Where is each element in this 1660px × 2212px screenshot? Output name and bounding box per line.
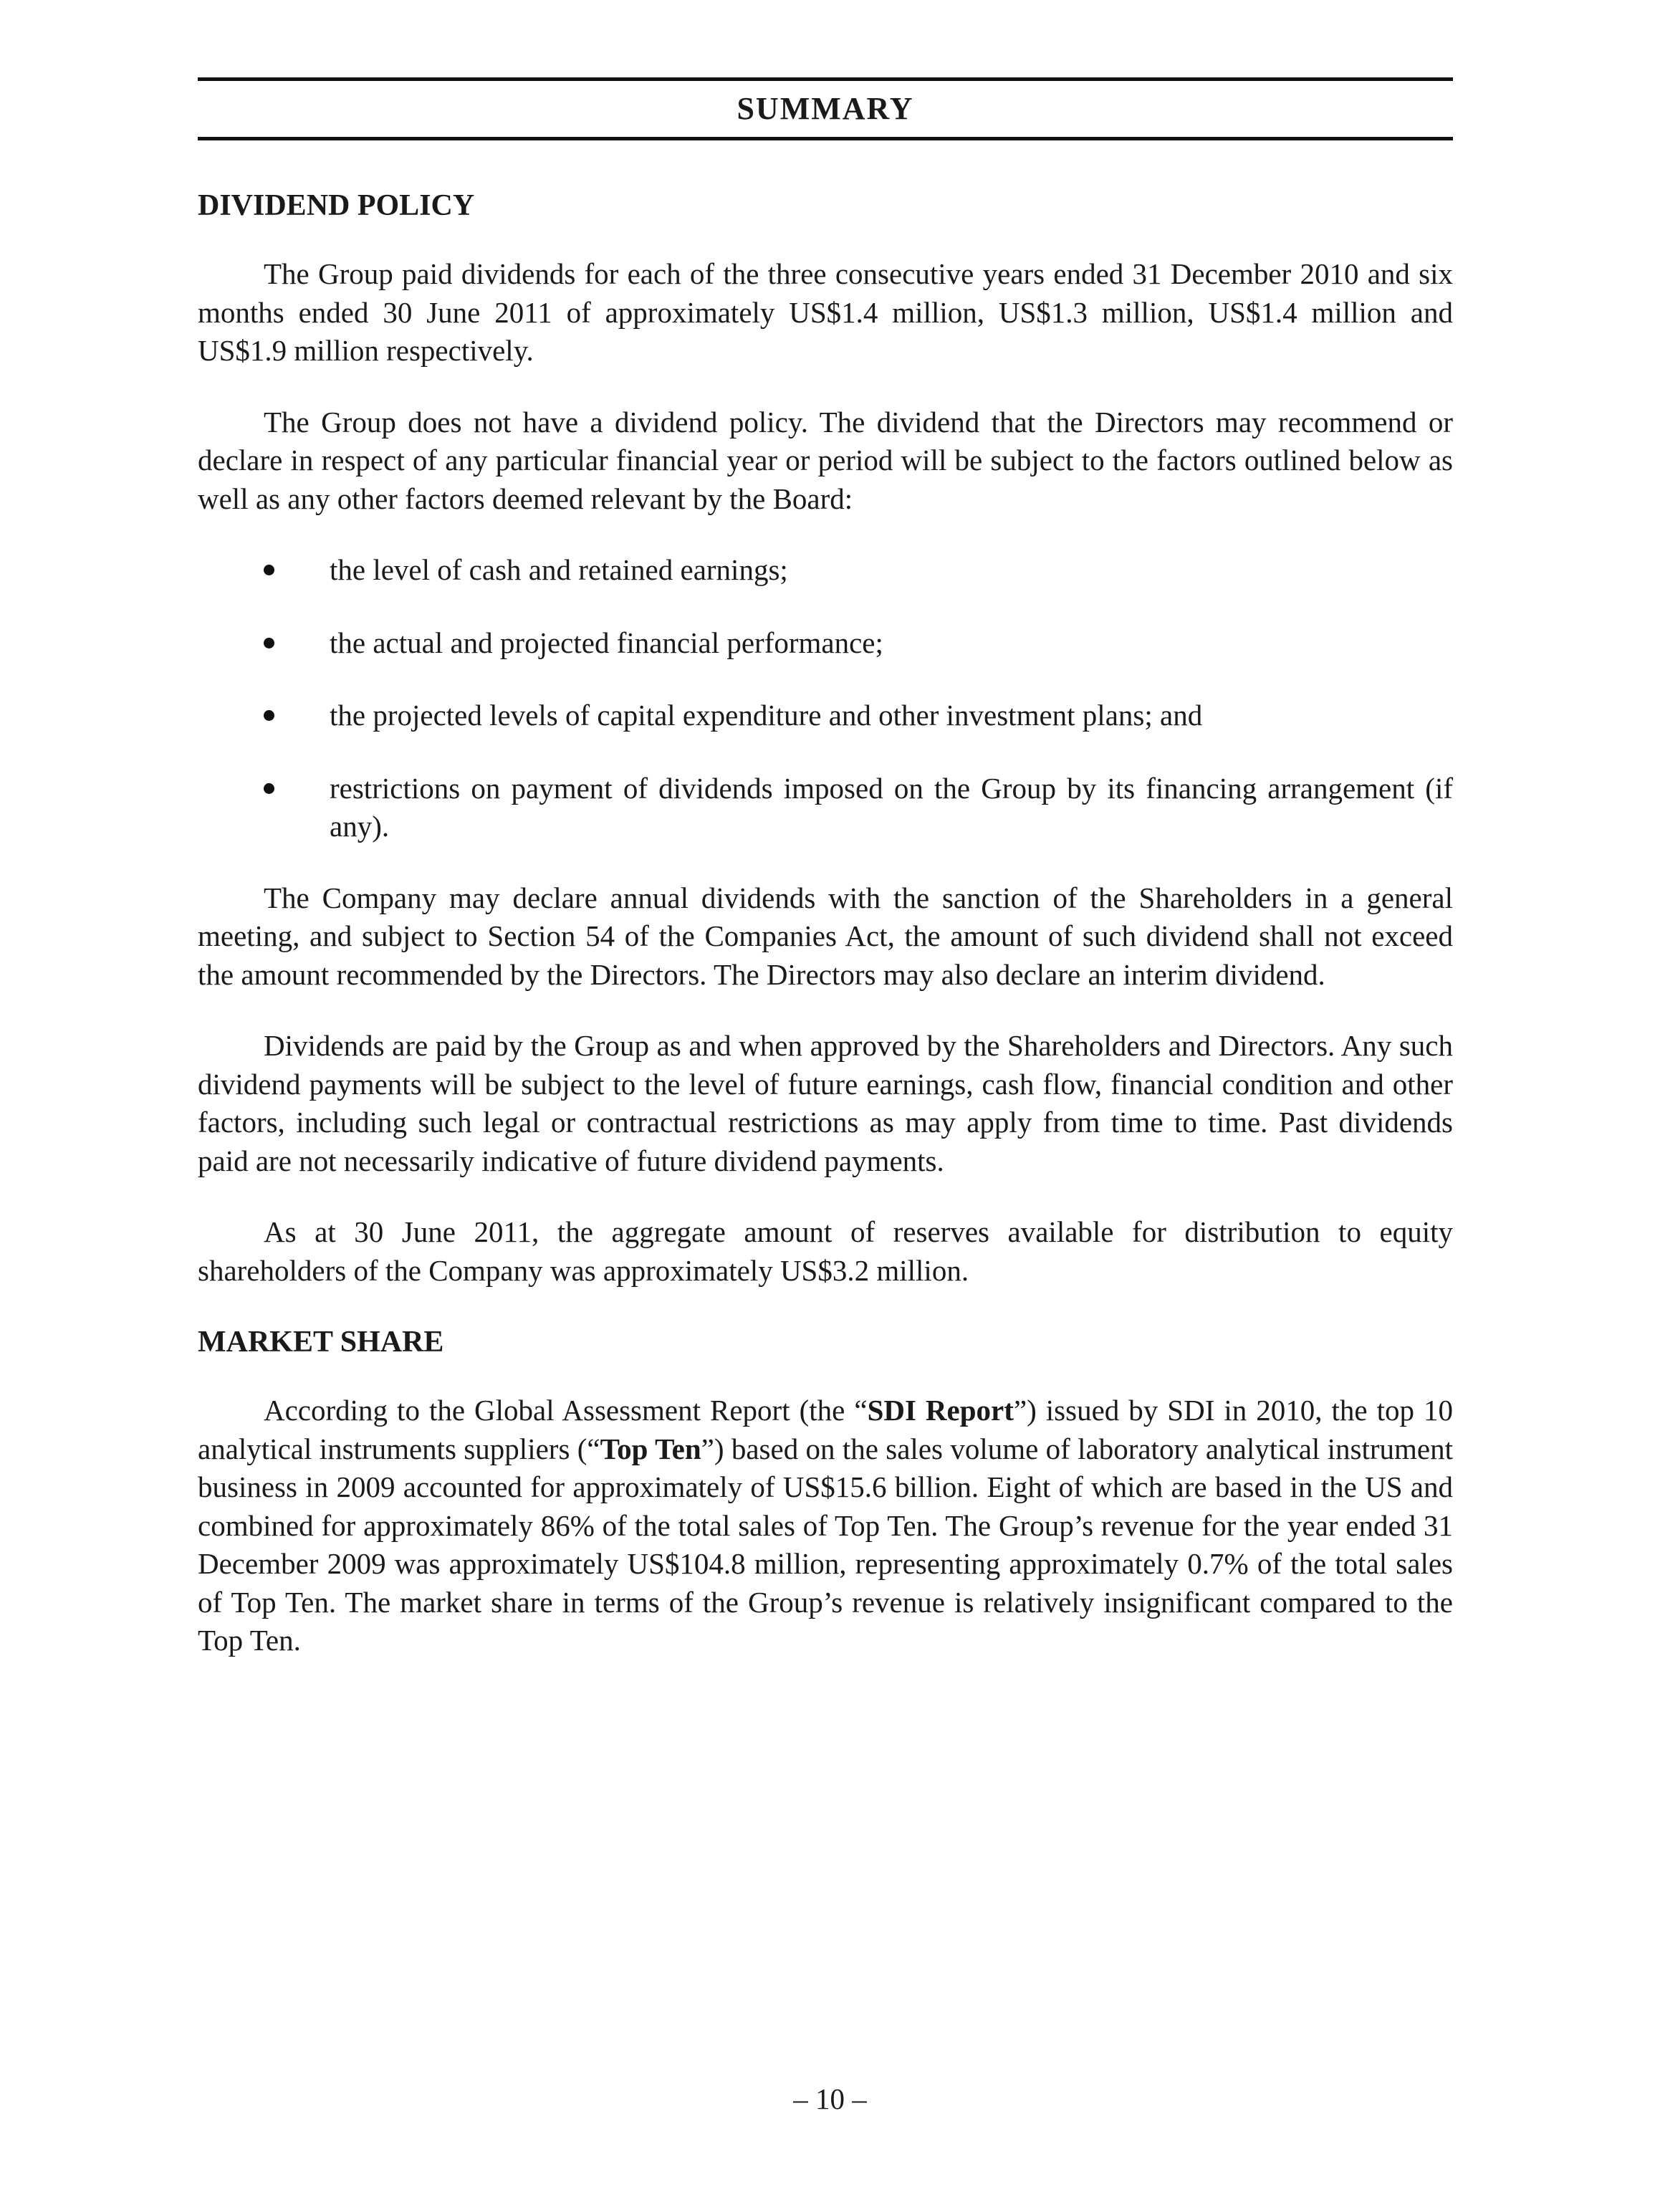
dividend-paragraph-3: The Company may declare annual dividends with the sanction of the Shareholders in a general meeting, and subject to Section 54 of the Companies Act, the amount of such dividend shall not exceed the amount recommended by the Directors. The Directors may also declare an interim dividend. (198, 881, 1453, 991)
list-item (198, 624, 1453, 663)
list-item-text: the actual and projected financial performance; (330, 626, 883, 659)
list-item (198, 551, 1453, 590)
page-number: – 10 – (793, 2082, 867, 2115)
top-ten-term: Top Ten (600, 1432, 701, 1465)
page-header-title: SUMMARY (737, 91, 914, 126)
header-bottom-rule (198, 137, 1453, 140)
market-share-text-c: ”) based on the sales volume of laboratory analytical instrument business in 2009 accounted for approximately of US$15.6 billion. Eight of which are based in the US and combined for approximately 86% of the total sales of Top Ten. The Group’s revenue for the year ended 31 December 2009 was approximately US$104.8 million, representing approximately 0.7% of the total sales of Top Ten. The market share in terms of the Group’s revenue is relatively insignificant compared to the Top Ten. (198, 1432, 1453, 1657)
sdi-report-term: SDI Report (867, 1394, 1014, 1427)
bullet-icon (264, 783, 274, 794)
dividend-policy-heading: DIVIDEND POLICY (198, 189, 475, 222)
dividend-paragraph-1: The Group paid dividends for each of the three consecutive years ended 31 December 2010 and six months ended 30 June 2011 of approximately US$1.4 million, US$1.3 million, US$1.4 million and US$1.9 million respectively. (198, 257, 1453, 367)
bullet-icon (264, 710, 274, 721)
dividend-paragraph-5: As at 30 June 2011, the aggregate amount of reserves available for distribution to equity shareholders of the Company was approximately US$3.2 million. (198, 1215, 1453, 1287)
dividend-factors-list (198, 551, 1453, 846)
list-item (198, 770, 1453, 846)
market-share-text-a: According to the Global Assessment Report (the “ (264, 1394, 868, 1427)
market-share-text-b: ”) issued by SDI in 2010, the top 10 analytical instruments suppliers (“ (198, 1394, 1454, 1465)
market-share-paragraph (198, 1392, 1453, 1660)
document-page (198, 77, 1453, 1660)
dividend-paragraph-4: Dividends are paid by the Group as and when approved by the Shareholders and Directors. Any such dividend payments will be subject to the level of future earnings, cash flow, financial condition and other factors, including such legal or contractual restrictions as may apply from time to time. Past dividends paid are not necessarily indicative of future dividend payments. (198, 1029, 1453, 1177)
dividend-paragraph-2: The Group does not have a dividend policy. The dividend that the Directors may recommend or declare in respect of any particular financial year or period will be subject to the factors outlined below as well as any other factors deemed relevant by the Board: (198, 405, 1453, 515)
market-share-heading: MARKET SHARE (198, 1326, 444, 1359)
list-item-text: the projected levels of capital expenditure and other investment plans; and (330, 699, 1203, 732)
list-item (198, 696, 1453, 735)
bullet-icon (264, 565, 274, 575)
list-item-text: restrictions on payment of dividends imposed on the Group by its financing arrangement (if any). (330, 771, 1453, 843)
bullet-icon (264, 638, 274, 648)
list-item-text: the level of cash and retained earnings; (330, 553, 788, 586)
